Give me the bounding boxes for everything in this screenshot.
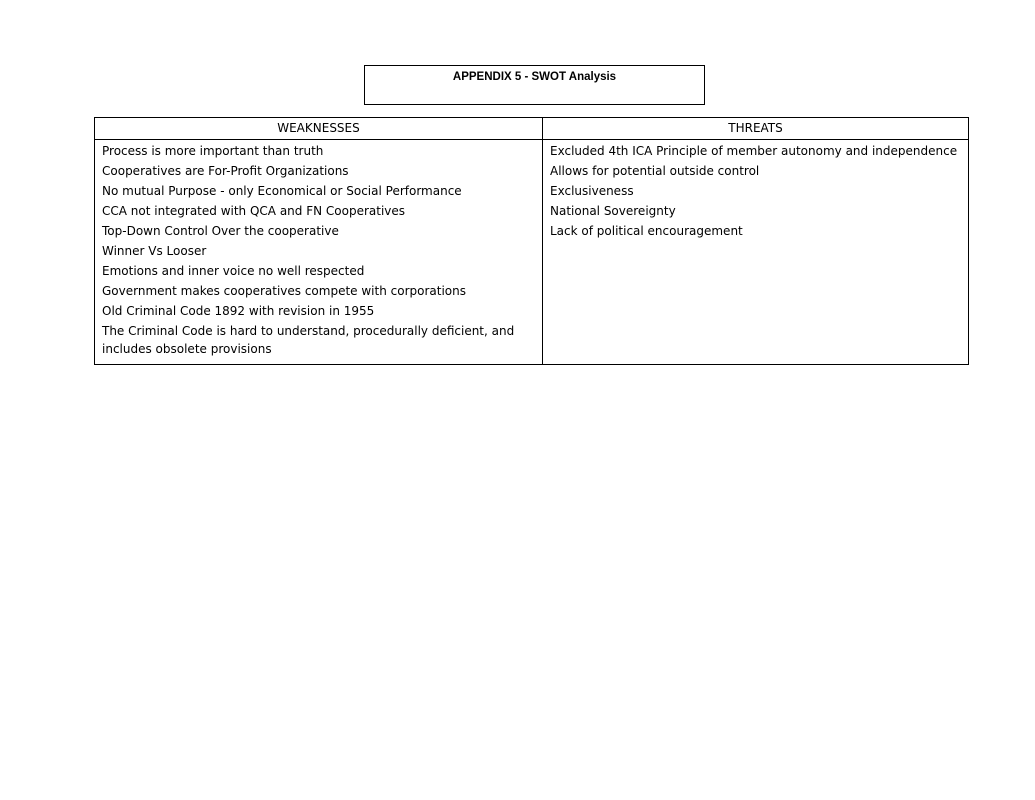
threat-item: National Sovereignty bbox=[550, 204, 676, 218]
appendix-title-box bbox=[364, 65, 705, 105]
weakness-item: No mutual Purpose - only Economical or Social Performance bbox=[102, 184, 462, 198]
swot-table bbox=[94, 117, 969, 365]
weakness-item: The Criminal Code is hard to understand, procedurally deficient, and includes obsolete provisions bbox=[102, 324, 515, 356]
threats-column bbox=[543, 118, 968, 364]
threat-item: Lack of political encouragement bbox=[550, 224, 743, 238]
weakness-item: Cooperatives are For-Profit Organizations bbox=[102, 164, 349, 178]
weakness-item: Emotions and inner voice no well respected bbox=[102, 264, 365, 278]
weakness-item: Old Criminal Code 1892 with revision in 1955 bbox=[102, 304, 375, 318]
appendix-title: APPENDIX 5 - SWOT Analysis bbox=[452, 71, 617, 83]
weaknesses-header: WEAKNESSES bbox=[95, 118, 542, 140]
weaknesses-column bbox=[95, 118, 543, 364]
weakness-item: Top-Down Control Over the cooperative bbox=[102, 224, 339, 238]
threat-item: Allows for potential outside control bbox=[550, 164, 760, 178]
threats-list bbox=[543, 140, 968, 246]
threats-header: THREATS bbox=[543, 118, 968, 140]
weaknesses-list bbox=[95, 140, 542, 364]
threat-item: Exclusiveness bbox=[550, 184, 634, 198]
weakness-item: Winner Vs Looser bbox=[102, 244, 207, 258]
threat-item: Excluded 4th ICA Principle of member autonomy and independence bbox=[550, 144, 958, 158]
weakness-item: Process is more important than truth bbox=[102, 144, 324, 158]
weakness-item: Government makes cooperatives compete with corporations bbox=[102, 284, 466, 298]
weakness-item: CCA not integrated with QCA and FN Cooperatives bbox=[102, 204, 406, 218]
